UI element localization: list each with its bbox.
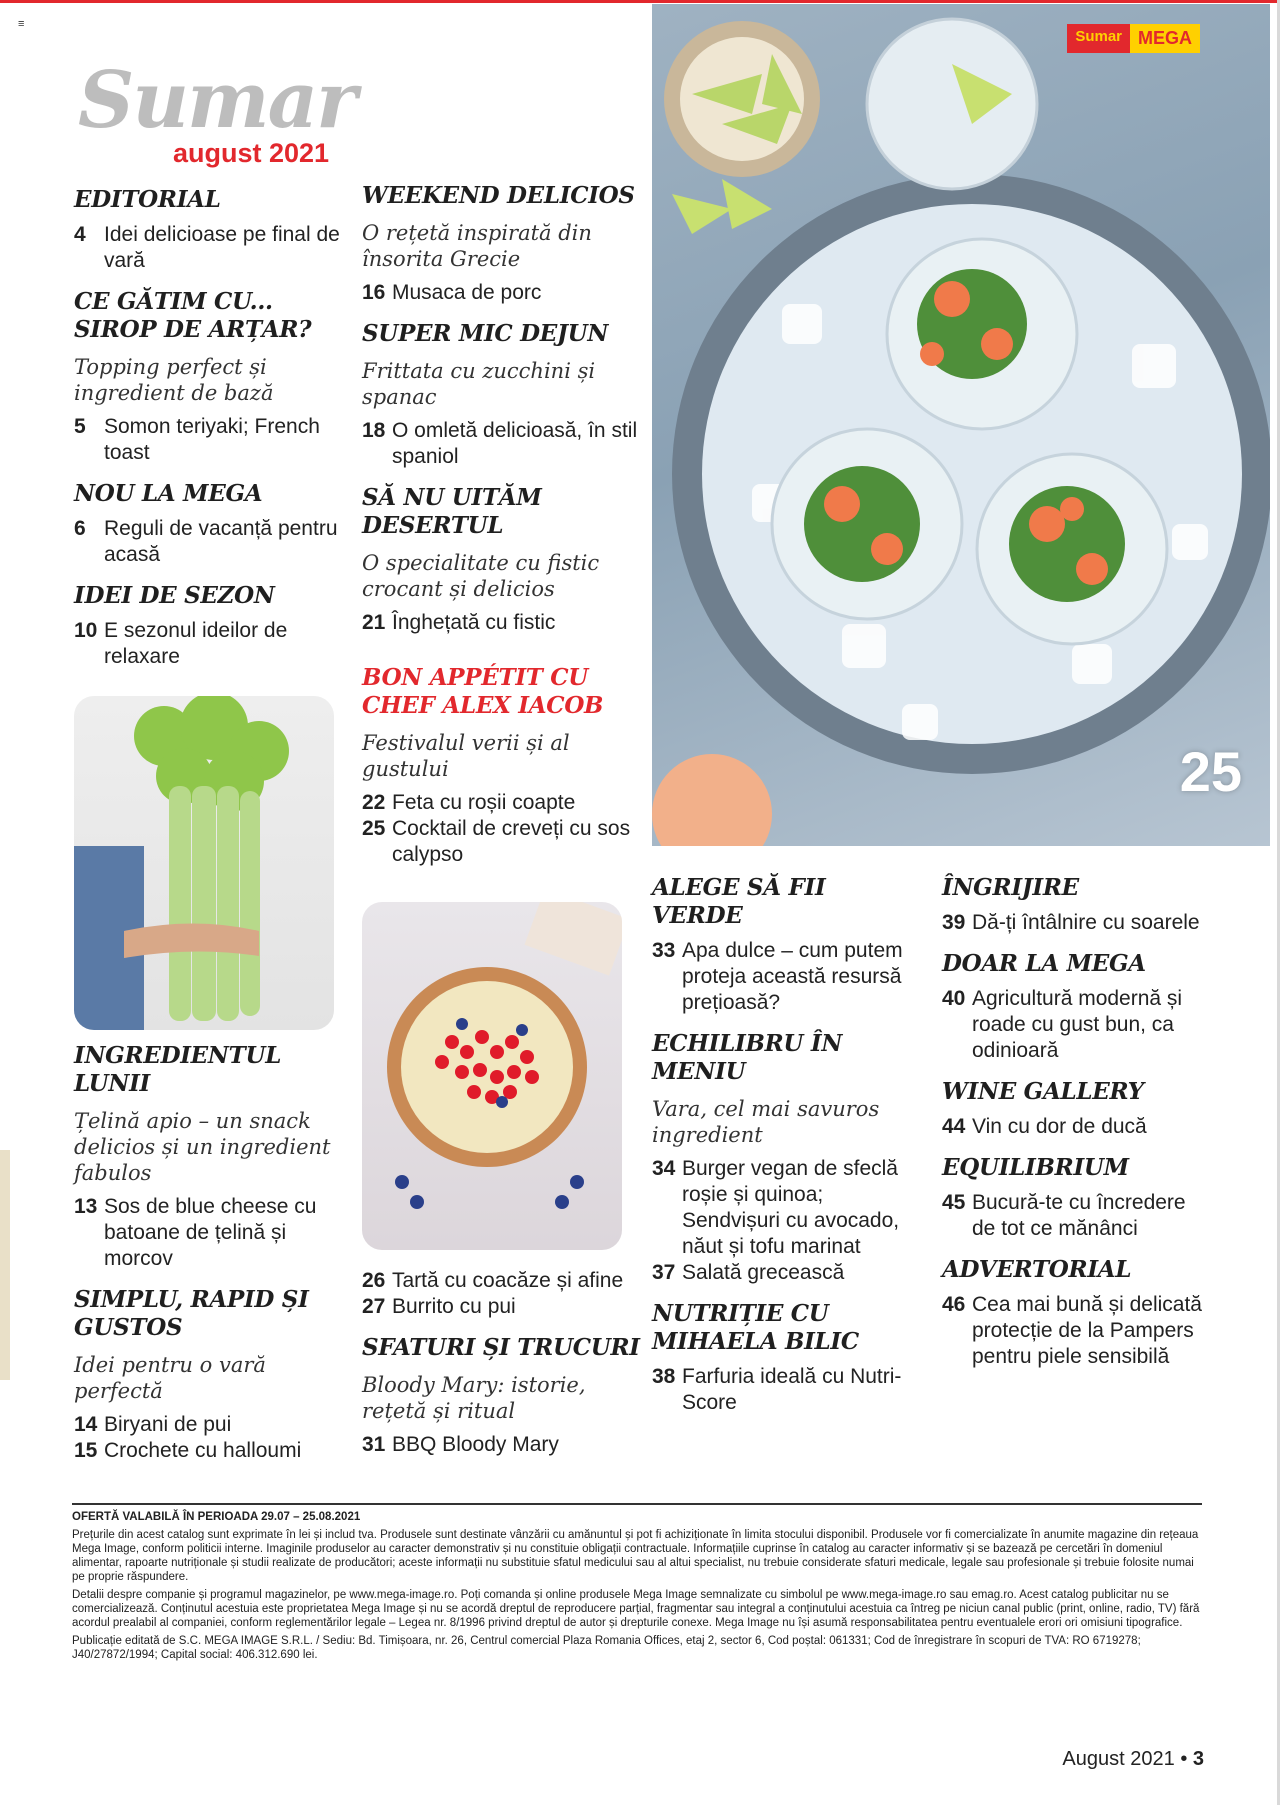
section-title: SUPER MIC DEJUN (362, 320, 609, 347)
toc-section (74, 186, 354, 274)
footer-issue: August 2021 (1062, 1748, 1175, 1770)
entry-text: E sezonul ideilor de relaxare (104, 619, 288, 668)
legal-heading (72, 1510, 1202, 1524)
legal-heading-text: OFERTĂ VALABILĂ ÎN PERIOADA 29.07 – 25.08.2021 (72, 1511, 361, 1523)
hero-photo-shrimp-cocktail (652, 4, 1270, 846)
page-num: 40 (942, 987, 966, 1010)
section-subtitle: Topping perfect și ingredient de bază (74, 355, 274, 405)
section-title: ALEGE SĂ FII VERDE (652, 874, 826, 929)
page-num: 26 (362, 1269, 386, 1292)
section-title: IDEI DE SEZON (74, 582, 275, 609)
toc-column-4 (942, 874, 1204, 1384)
entry-text: Biryani de pui (104, 1413, 232, 1436)
legal-text (72, 1510, 1202, 1662)
page-num: 4 (74, 223, 86, 246)
toc-section (74, 1286, 354, 1464)
section-title: ECHILIBRU ÎN MENIU (652, 1030, 843, 1085)
badge-mega-logo: MEGA (1130, 24, 1200, 53)
page-num: 22 (362, 791, 386, 814)
section-title: NUTRIȚIE CU MIHAELA BILIC (652, 1300, 859, 1355)
entry-text: Musaca de porc (392, 281, 542, 304)
entry-text: Crochete cu halloumi (104, 1439, 302, 1462)
entry-text: Farfuria ideală cu Nutri-Score (682, 1365, 902, 1414)
section-subtitle: O rețetă inspirată din însorita Grecie (362, 221, 592, 271)
toc-section (942, 950, 1204, 1064)
legal-paragraph-2: Detalii despre companie și programul magazinelor, pe www.mega-image.ro. Poți comanda și online produsele Mega Image semnalizate cu simbolul pe www.mega-image.ro sau emag.ro. Acest catalog publicitar nu se comercializează. Conținutul acestuia este proprietatea Mega Image și nu se acordă dreptul de reproducere parțial, fragmentar sau integral a conținutului acestuia ca întreg pe niciun canal public (print, online, radio, TV) fără acordul prealabil al companiei, conform reglementărilor legale – Legea nr. 8/1996 privind dreptul de autor și drepturile conexe. Mega Image nu își asumă responsabilitatea pentru eventualele erori ori omisiuni tipografice. (72, 1589, 1200, 1629)
page-num: 16 (362, 281, 386, 304)
legal-paragraph-3: Publicație editată de S.C. MEGA IMAGE S.R.L. / Sediu: Bd. Timișoara, nr. 26, Centrul comercial Plaza Romania Offices, etaj 2, sector 6, Cod poștal: 061331; Cod de înregistrare în scopuri de TVA: RO 6719278; J40/27872/1994; Capital social: 406.312.690 lei. (72, 1635, 1141, 1661)
page-num: 27 (362, 1295, 386, 1318)
entry-text: Tartă cu coacăze și afine (392, 1269, 624, 1292)
section-subtitle: Festivalul verii și al gustului (362, 731, 570, 781)
toc-entry[interactable] (74, 1412, 354, 1438)
page-num: 6 (74, 517, 86, 540)
section-title: EQUILIBRIUM (942, 1154, 1129, 1181)
issue-date: august 2021 (173, 138, 330, 168)
toc-column-3 (652, 874, 922, 1430)
section-title: NOU LA MEGA (74, 480, 263, 507)
toc-entry[interactable] (74, 516, 354, 568)
page-num: 46 (942, 1293, 966, 1316)
toc-section (74, 582, 354, 670)
tart-photo (362, 902, 622, 1250)
section-title: ADVERTORIAL (942, 1256, 1132, 1283)
toc-section (652, 1300, 922, 1416)
toc-entry[interactable] (74, 1438, 354, 1464)
entry-text: Bucură-te cu încredere de tot ce mănânci (972, 1191, 1186, 1240)
toc-section (362, 1268, 642, 1320)
section-title: EDITORIAL (74, 186, 221, 213)
section-title: SIMPLU, RAPID ȘI GUSTOS (74, 1286, 309, 1341)
toc-section (74, 288, 354, 466)
toc-column-1-bottom (74, 1042, 354, 1478)
page-num: 21 (362, 611, 386, 634)
toc-entry[interactable] (74, 618, 354, 670)
toc-entry[interactable] (362, 610, 642, 636)
entry-text: Idei delicioase pe final de vară (104, 223, 340, 272)
entry-text: Vin cu dor de ducă (972, 1115, 1147, 1138)
tart-illustration (362, 902, 622, 1250)
toc-section (942, 1154, 1204, 1242)
entry-text: Cocktail de creveți cu sos calypso (392, 817, 631, 866)
section-title: INGREDIENTUL LUNII (74, 1042, 282, 1097)
page-num: 45 (942, 1191, 966, 1214)
page-title: Sumar (78, 55, 356, 146)
toc-entry[interactable] (362, 816, 642, 868)
toc-section (362, 484, 642, 636)
entry-text: BBQ Bloody Mary (392, 1433, 559, 1456)
page-num: 10 (74, 619, 98, 642)
toc-entry[interactable] (652, 1156, 922, 1260)
entry-text: Feta cu roșii coapte (392, 791, 576, 814)
entry-text: Somon teriyaki; French toast (104, 415, 320, 464)
toc-entry[interactable] (942, 1114, 1204, 1140)
toc-column-1 (74, 186, 354, 684)
toc-entry[interactable] (74, 414, 354, 466)
page-num: 14 (74, 1413, 98, 1436)
section-subtitle: Frittata cu zucchini și spanac (362, 359, 596, 409)
page-num: 38 (652, 1365, 676, 1388)
footer-divider (72, 1503, 1202, 1505)
section-title: BON APPÉTIT CU CHEF ALEX IACOB (362, 664, 604, 719)
page-num: 18 (362, 419, 386, 442)
toc-entry[interactable] (362, 1268, 642, 1294)
entry-text: Reguli de vacanță pentru acasă (104, 517, 338, 566)
hero-page-number: 25 (1179, 740, 1242, 803)
page-num: 13 (74, 1195, 98, 1218)
footer-page-number: 3 (1192, 1748, 1204, 1770)
toc-entry[interactable] (362, 1432, 642, 1458)
page-num: 5 (74, 415, 86, 438)
section-subtitle: Vara, cel mai savuros ingredient (652, 1097, 880, 1147)
toc-entry[interactable] (942, 1292, 1204, 1370)
entry-text: Înghețată cu fistic (392, 611, 556, 634)
entry-text: Agricultură modernă și roade cu gust bun, ca odinioară (972, 987, 1183, 1062)
page-num: 33 (652, 939, 676, 962)
section-subtitle: O specialitate cu fistic crocant și delicios (362, 551, 600, 601)
toc-entry[interactable] (362, 280, 642, 306)
page-num: 15 (74, 1439, 98, 1462)
toc-section (74, 480, 354, 568)
section-subtitle: Bloody Mary: istorie, rețetă și ritual (362, 1373, 586, 1423)
section-title: CE GĂTIM CU... SIROP DE ARȚAR? (74, 288, 312, 343)
toc-entry[interactable] (362, 418, 642, 470)
toc-entry[interactable] (74, 1194, 354, 1272)
entry-text: Dă-ți întâlnire cu soarele (972, 911, 1200, 934)
brand-badge (1067, 24, 1200, 53)
section-title: WINE GALLERY (942, 1078, 1144, 1105)
toc-entry[interactable] (942, 910, 1204, 936)
legal-paragraph-1: Prețurile din acest catalog sunt exprimate în lei și includ tva. Produsele sunt destinate vânzării cu amănuntul și pot fi achiziționate în limita stocului disponibil. Produsele vor fi comercializate în anumite magazine din rețeaua Mega Image, conform politicii interne. Imaginile produselor au caracter demonstrativ și nu constituie obligații contractuale. Informațiile cuprinse în catalog au caracter informativ și se bazează pe cercetări în domeniul alimentar, rapoarte nutriționale și studii realizate de producători; aceste informații nu substituie sfatul medicului sau al altui specialist, nu trebuie considerate sfaturi medicale, legale sau profesionale și trebuie folosite numai pe proprie răspundere. (72, 1529, 1199, 1583)
section-subtitle: Țelină apio – un snack delicios și un ingredient fabulos (74, 1109, 331, 1185)
page-num: 31 (362, 1433, 386, 1456)
toc-entry[interactable] (652, 938, 922, 1016)
toc-section (362, 664, 642, 868)
top-rule (0, 0, 1280, 3)
entry-text: Apa dulce – cum putem proteja această resursă prețioasă? (682, 939, 903, 1014)
page-num: 39 (942, 911, 966, 934)
section-title: ÎNGRIJIRE (942, 874, 1079, 901)
hero-illustration (652, 4, 1270, 846)
page-num: 37 (652, 1261, 676, 1284)
entry-text: Cea mai bună și delicată protecție de la Pampers pentru piele sensibilă (972, 1293, 1202, 1368)
toc-entry[interactable] (652, 1260, 922, 1286)
page-footer (1062, 1748, 1204, 1771)
section-subtitle: Idei pentru o vară perfectă (74, 1353, 266, 1403)
toc-section (942, 874, 1204, 936)
toc-entry[interactable] (942, 1190, 1204, 1242)
toc-section (74, 1042, 354, 1272)
section-title: SĂ NU UITĂM DESERTUL (362, 484, 542, 539)
page-num: 44 (942, 1115, 966, 1138)
toc-section (362, 182, 642, 306)
toc-entry[interactable] (942, 986, 1204, 1064)
page-num: 34 (652, 1157, 676, 1180)
celery-illustration (74, 696, 334, 1030)
toc-section (942, 1256, 1204, 1370)
section-title: WEEKEND DELICIOS (362, 182, 635, 209)
toc-entry[interactable] (652, 1364, 922, 1416)
footer-bullet: • (1180, 1748, 1193, 1770)
page-num: 25 (362, 817, 386, 840)
section-title: SFATURI ȘI TRUCURI (362, 1334, 640, 1361)
toc-section (362, 1334, 642, 1458)
menu-icon: ≡ (18, 18, 25, 30)
toc-column-2-bottom (362, 1268, 642, 1472)
masthead (78, 55, 378, 168)
toc-column-2 (362, 182, 642, 882)
entry-text: Sos de blue cheese cu batoane de țelină și morcov (104, 1195, 317, 1270)
section-title: DOAR LA MEGA (942, 950, 1146, 977)
entry-text: Burger vegan de sfeclă roșie și quinoa; Sendvișuri cu avocado, năut și tofu marinat (682, 1157, 900, 1258)
toc-section (942, 1078, 1204, 1140)
toc-entry[interactable] (362, 1294, 642, 1320)
entry-text: Salată grecească (682, 1261, 845, 1284)
entry-text: Burrito cu pui (392, 1295, 516, 1318)
page-edge-strip (0, 1150, 10, 1380)
badge-sumar: Sumar (1067, 24, 1130, 53)
toc-entry[interactable] (74, 222, 354, 274)
entry-text: O omletă delicioasă, în stil spaniol (392, 419, 638, 468)
celery-photo (74, 696, 334, 1030)
toc-section (362, 320, 642, 470)
toc-section (652, 1030, 922, 1286)
toc-entry[interactable] (362, 790, 642, 816)
toc-section (652, 874, 922, 1016)
